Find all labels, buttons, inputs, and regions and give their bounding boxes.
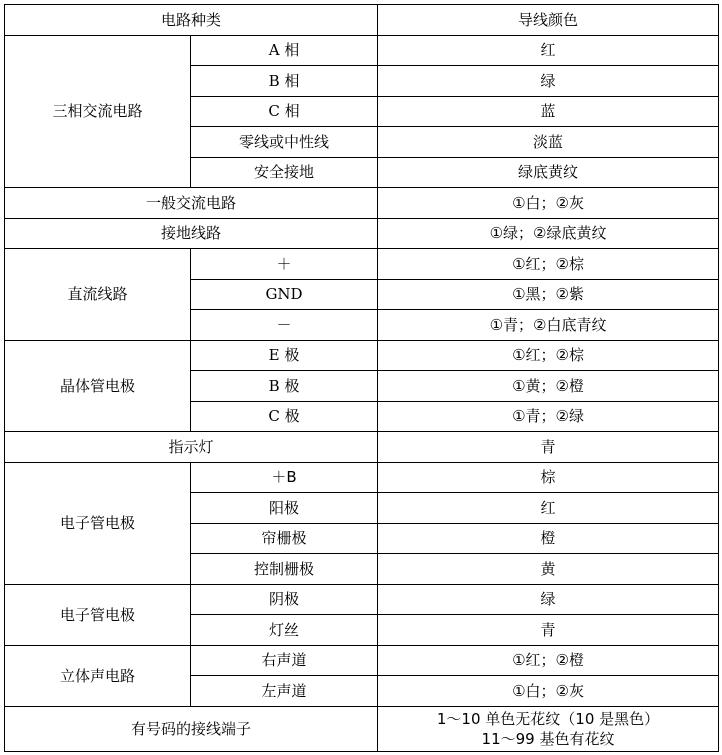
sub-label: 右声道 <box>191 645 378 676</box>
table-row <box>5 249 719 280</box>
sub-label: 零线或中性线 <box>191 127 378 158</box>
sub-label: 控制栅极 <box>191 554 378 585</box>
color-value: ①白；②灰 <box>378 676 719 707</box>
sub-label: B 极 <box>191 371 378 402</box>
table-row <box>5 218 719 249</box>
table-row <box>5 188 719 219</box>
sub-label: ＋B <box>191 462 378 493</box>
color-value: 青 <box>378 432 719 463</box>
group-label: 立体声电路 <box>5 645 191 706</box>
terminal-color-line-2: 11～99 基色有花纹 <box>481 729 615 748</box>
color-value: ①黄；②橙 <box>378 371 719 402</box>
group-label: 有号码的接线端子 <box>5 706 378 751</box>
table-row <box>5 584 719 615</box>
color-value-multiline <box>378 706 719 751</box>
color-value: 淡蓝 <box>378 127 719 158</box>
terminal-color-line-1: 1～10 单色无花纹（10 是黑色） <box>436 709 660 728</box>
sub-label: 左声道 <box>191 676 378 707</box>
group-label: 指示灯 <box>5 432 378 463</box>
sub-label: 安全接地 <box>191 157 378 188</box>
color-value: ①青；②绿 <box>378 401 719 432</box>
group-label: 电子管电极 <box>5 584 191 645</box>
color-value: 红 <box>378 493 719 524</box>
sub-label: ＋ <box>191 249 378 280</box>
wire-color-table <box>4 4 719 752</box>
color-value: 青 <box>378 615 719 646</box>
header-row <box>5 5 719 36</box>
sub-label: 阳极 <box>191 493 378 524</box>
header-wire-color: 导线颜色 <box>378 5 719 36</box>
sub-label: C 相 <box>191 96 378 127</box>
group-label: 接地线路 <box>5 218 378 249</box>
color-value: 蓝 <box>378 96 719 127</box>
color-value: 红 <box>378 35 719 66</box>
sub-label: － <box>191 310 378 341</box>
color-value: 橙 <box>378 523 719 554</box>
sub-label: E 极 <box>191 340 378 371</box>
group-label: 晶体管电极 <box>5 340 191 432</box>
color-value: ①黑；②紫 <box>378 279 719 310</box>
table-row <box>5 645 719 676</box>
color-value: 黄 <box>378 554 719 585</box>
color-value: ①红；②橙 <box>378 645 719 676</box>
color-value: ①青；②白底青纹 <box>378 310 719 341</box>
color-value: 绿底黄纹 <box>378 157 719 188</box>
table-row <box>5 340 719 371</box>
header-circuit-type: 电路种类 <box>5 5 378 36</box>
color-value: 棕 <box>378 462 719 493</box>
sub-label: A 相 <box>191 35 378 66</box>
sub-label: B 相 <box>191 66 378 97</box>
color-value: ①红；②棕 <box>378 340 719 371</box>
sub-label: 灯丝 <box>191 615 378 646</box>
color-value: ①绿；②绿底黄纹 <box>378 218 719 249</box>
color-value: 绿 <box>378 584 719 615</box>
table-row <box>5 706 719 751</box>
sub-label: C 极 <box>191 401 378 432</box>
color-value: 绿 <box>378 66 719 97</box>
table-row <box>5 462 719 493</box>
sub-label: GND <box>191 279 378 310</box>
group-label: 直流线路 <box>5 249 191 341</box>
sub-label: 阴极 <box>191 584 378 615</box>
color-value: ①白；②灰 <box>378 188 719 219</box>
group-label: 三相交流电路 <box>5 35 191 188</box>
table-row <box>5 35 719 66</box>
color-value: ①红；②棕 <box>378 249 719 280</box>
table-row <box>5 432 719 463</box>
sub-label: 帘栅极 <box>191 523 378 554</box>
group-label: 一般交流电路 <box>5 188 378 219</box>
group-label: 电子管电极 <box>5 462 191 584</box>
